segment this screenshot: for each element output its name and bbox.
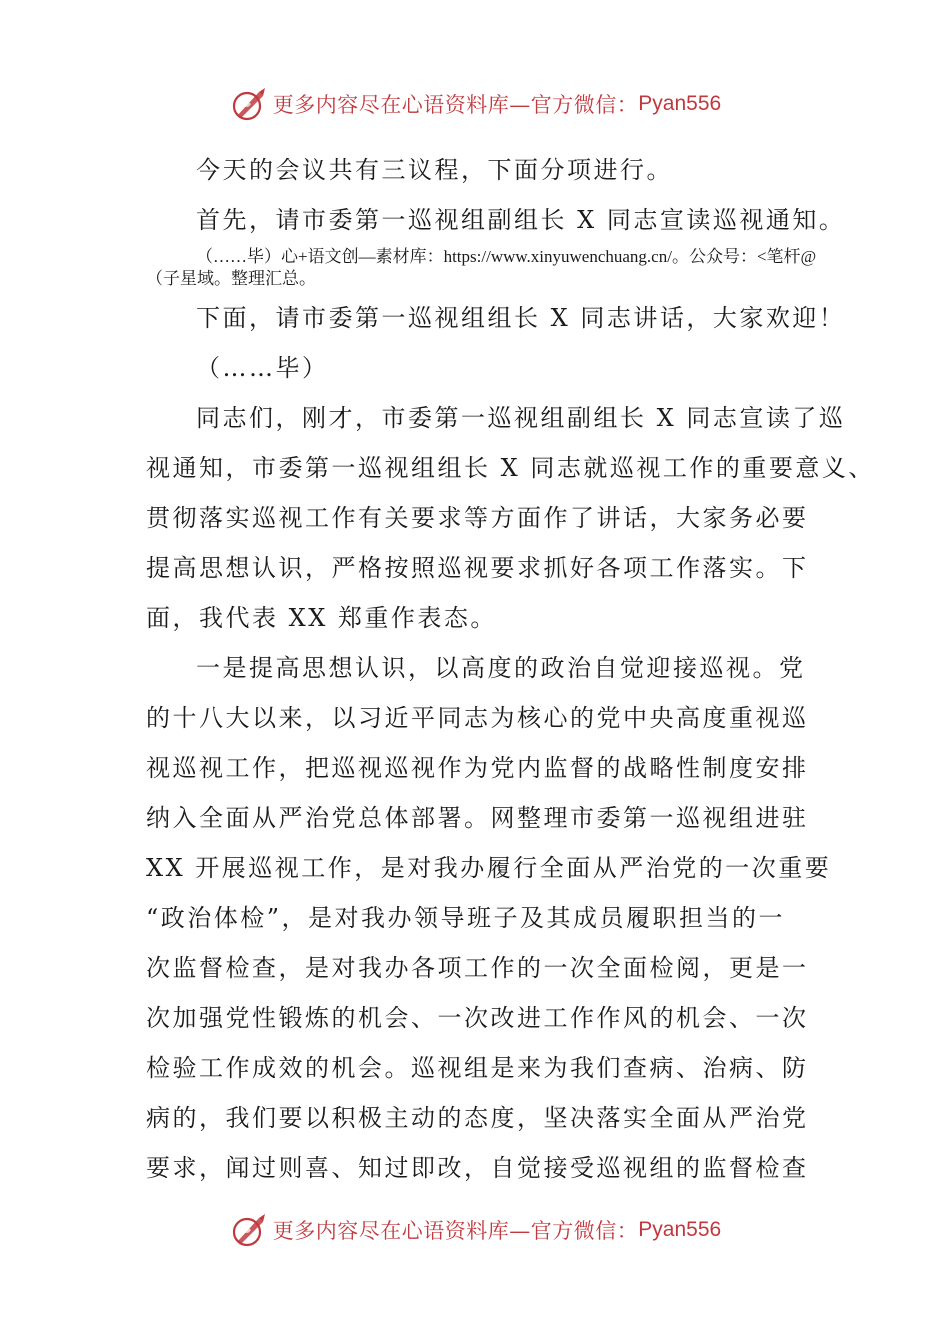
banner-handle: Pyan556: [638, 92, 722, 115]
text-line: 的十八大以来，以习近平同志为核心的党中央高度重视巡: [146, 704, 809, 732]
banner-text: 更多内容尽在心语资料库—官方微信：: [272, 93, 639, 117]
text-line: 要求，闻过则喜、知过即改，自觉接受巡视组的监督检查: [146, 1154, 809, 1182]
source-note: （……毕）心+语文创—素材库：https://www.xinyuwenchuang.cn/。公众号：<笔杆@（子星域。整理汇总。: [146, 247, 817, 288]
pen-logo-icon: [229, 84, 269, 124]
footer-banner: [0, 1208, 950, 1252]
paragraph-point-one: [146, 643, 832, 1193]
banner-handle: Pyan556: [638, 1218, 722, 1241]
paragraph-end-mark: （……毕）: [196, 354, 329, 382]
text-line: 纳入全面从严治党总体部署。网整理市委第一巡视组进驻: [146, 804, 809, 832]
pen-logo-icon: [229, 1210, 269, 1250]
text-line: 次监督检查，是对我办各项工作的一次全面检阅，更是一: [146, 954, 809, 982]
text-line: 同志们，刚才，市委第一巡视组副组长 X 同志宣读了巡: [196, 404, 846, 432]
banner-text: 更多内容尽在心语资料库—官方微信：: [272, 1219, 639, 1243]
text-line: 贯彻落实巡视工作有关要求等方面作了讲话，大家务必要: [146, 504, 809, 532]
text-line: 视通知，市委第一巡视组组长 X 同志就巡视工作的重要意义、: [146, 454, 875, 482]
paragraph-agenda: 今天的会议共有三议程，下面分项进行。: [196, 156, 673, 184]
text-line: 视巡视工作，把巡视巡视作为党内监督的战略性制度安排: [146, 754, 809, 782]
text-line: 病的，我们要以积极主动的态度，坚决落实全面从严治党: [146, 1104, 809, 1132]
paragraph-speech: 下面，请市委第一巡视组组长 X 同志讲话，大家欢迎！: [196, 304, 846, 332]
paragraph-statement: [146, 393, 875, 643]
text-line: 检验工作成效的机会。巡视组是来为我们查病、治病、防: [146, 1054, 809, 1082]
document-body: [146, 145, 875, 1193]
header-banner: [0, 82, 950, 126]
text-line: 次加强党性锻炼的机会、一次改进工作作风的机会、一次: [146, 1004, 809, 1032]
text-line: 面，我代表 XX 郑重作表态。: [146, 604, 497, 632]
text-line: “政治体检”，是对我办领导班子及其成员履职担当的一: [146, 904, 786, 932]
paragraph-first: 首先，请市委第一巡视组副组长 X 同志宣读巡视通知。: [196, 206, 846, 234]
text-line: XX 开展巡视工作，是对我办履行全面从严治党的一次重要: [146, 854, 832, 882]
text-line: 提高思想认识，严格按照巡视要求抓好各项工作落实。下: [146, 554, 809, 582]
text-line: 一是提高思想认识，以高度的政治自觉迎接巡视。党: [196, 654, 806, 682]
